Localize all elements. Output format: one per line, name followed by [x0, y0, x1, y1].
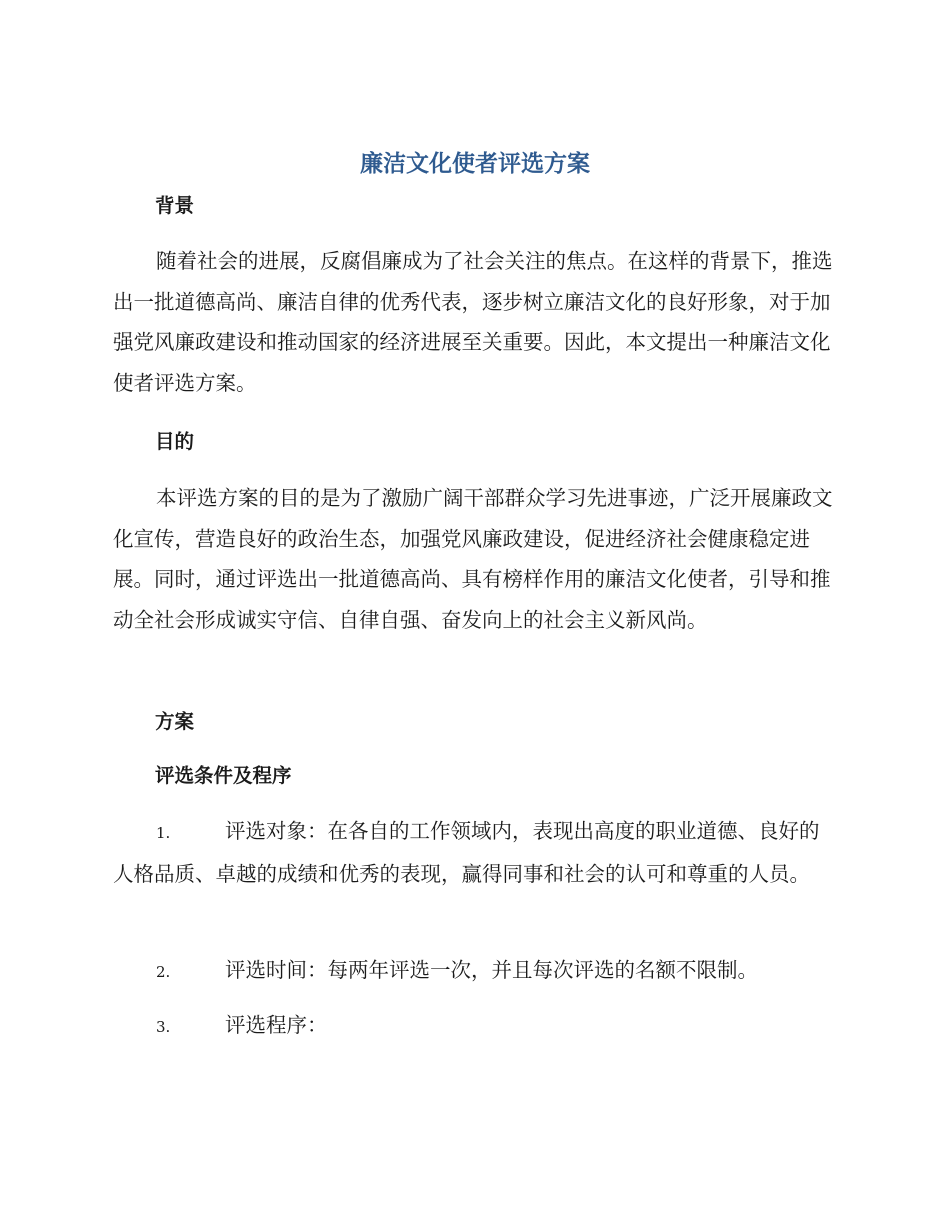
list-item-text: 评选对象：在各自的工作领域内，表现出高度的职业道德、良好的人格品质、卓越的成绩和优秀的表现，赢得同事和社会的认可和尊重的人员。: [113, 819, 820, 886]
list-item: [113, 950, 833, 993]
document-title: 廉洁文化使者评选方案: [360, 151, 590, 177]
plan-heading: 方案: [155, 710, 195, 733]
selection-criteria-heading: 评选条件及程序: [155, 764, 292, 787]
purpose-paragraph: 本评选方案的目的是为了激励广阔干部群众学习先进事迹，广泛开展廉政文化宣传，营造良好的政治生态，加强党风廉政建设，促进经济社会健康稳定进展。同时，通过评选出一批道德高尚、具有榜样作用的廉洁文化使者，引导和推动全社会形成诚实守信、自律自强、奋发向上的社会主义新风尚。: [113, 486, 833, 632]
list-item-number: 3.: [156, 1018, 171, 1036]
list-item-text: 评选时间：每两年评选一次，并且每次评选的名额不限制。: [225, 958, 758, 982]
background-heading: 背景: [155, 194, 195, 217]
background-paragraph: 随着社会的进展，反腐倡廉成为了社会关注的焦点。在这样的背景下，推选出一批道德高尚、廉洁自律的优秀代表，逐步树立廉洁文化的良好形象，对于加强党风廉政建设和推动国家的经济进展至关重要。因此，本文提出一种廉洁文化使者评选方案。: [113, 249, 833, 395]
list-item-text: 评选程序：: [225, 1013, 328, 1037]
list-item: [113, 811, 833, 894]
list-item-number: 2.: [156, 963, 171, 981]
list-item-number: 1.: [156, 824, 171, 842]
purpose-heading: 目的: [155, 430, 195, 453]
list-item: [113, 1005, 833, 1048]
